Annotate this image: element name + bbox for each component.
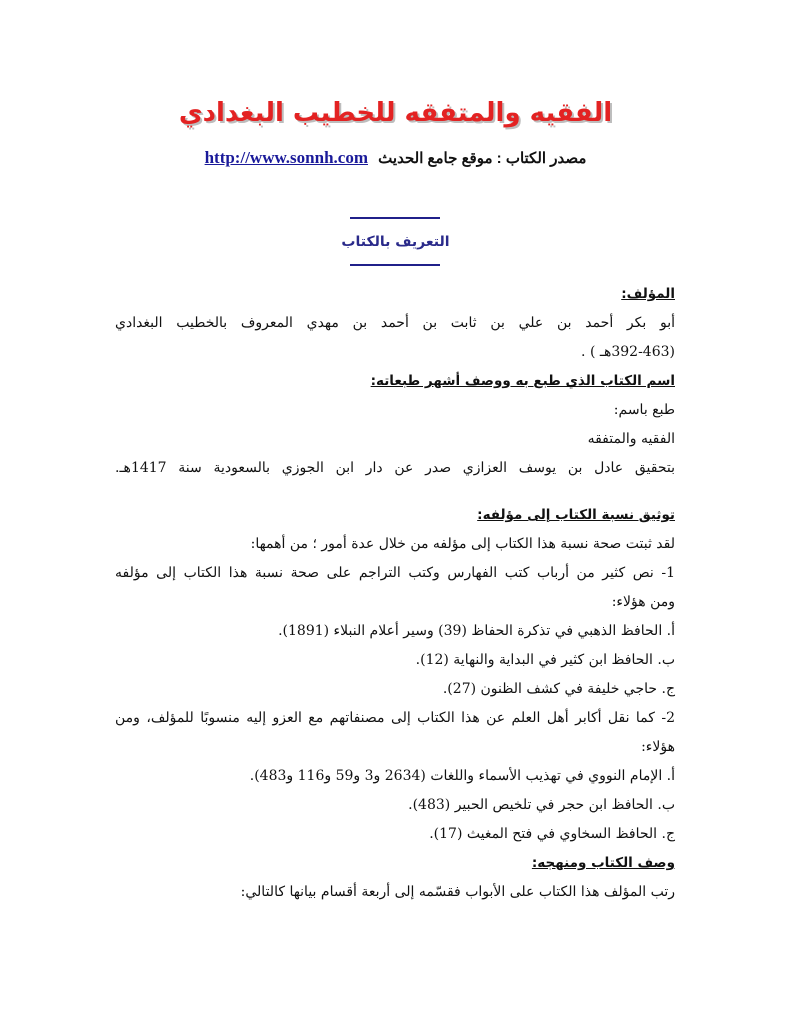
attribution-line: أ. الإمام النووي في تهذيب الأسماء واللغات (2634 و3 و59 و116 و483).	[249, 768, 675, 784]
intro-heading: التعريف بالكتاب	[341, 234, 450, 250]
attribution-line: أ. الحافظ الذهبي في تذكرة الحفاظ (39) وسير أعلام النبلاء (1891).	[278, 623, 675, 639]
attribution-line: ب. الحافظ ابن حجر في تلخيص الحبير (483).	[408, 797, 675, 813]
attribution-line: ج. حاجي خليفة في كشف الظنون (27).	[442, 681, 675, 697]
attribution-line: ومن هؤلاء:	[611, 594, 675, 610]
attribution-line: ج. الحافظ السخاوي في فتح المغيث (17).	[429, 826, 675, 842]
book-source	[0, 148, 791, 168]
attribution-heading: توثيق نسبة الكتاب إلى مؤلفه:	[477, 507, 675, 523]
spacer	[115, 483, 675, 501]
author-heading: المؤلف:	[621, 286, 675, 302]
attribution-line: 1- نص كثير من أرباب كتب الفهارس وكتب التراجم على صحة نسبة هذا الكتاب إلى مؤلفه	[115, 565, 675, 581]
attribution-line: هؤلاء:	[641, 739, 675, 755]
book-content	[115, 280, 675, 907]
page-title: الفقيه والمتفقه للخطيب البغدادي	[178, 98, 613, 128]
book-name-line: بتحقيق عادل بن يوسف العزازي صدر عن دار ابن الجوزي بالسعودية سنة 1417هـ.	[115, 460, 675, 476]
book-name-line: الفقيه والمتفقه	[587, 431, 675, 447]
book-name-heading: اسم الكتاب الذي طبع به ووصف أشهر طبعاته:	[370, 373, 675, 389]
divider-bottom	[350, 264, 440, 266]
attribution-line: ب. الحافظ ابن كثير في البداية والنهاية (12).	[415, 652, 675, 668]
description-heading: وصف الكتاب ومنهجه:	[531, 855, 675, 871]
source-label: مصدر الكتاب : موقع جامع الحديث	[378, 150, 587, 167]
attribution-line: لقد ثبتت صحة نسبة هذا الكتاب إلى مؤلفه من خلال عدة أمور ؛ من أهمها:	[250, 536, 675, 552]
divider-top	[350, 217, 440, 219]
author-line: أبو بكر أحمد بن علي بن ثابت بن أحمد بن مهدي المعروف بالخطيب البغدادي	[115, 315, 675, 331]
attribution-line: 2- كما نقل أكابر أهل العلم عن هذا الكتاب إلى مصنفاتهم مع العزو إليه منسوبًا للمؤلف، ومن	[115, 710, 675, 726]
author-dates: (392-463هـ ) .	[581, 344, 675, 360]
source-link[interactable]: http://www.sonnh.com	[204, 148, 368, 167]
book-name-line: طبع باسم:	[613, 402, 675, 418]
description-line: رتب المؤلف هذا الكتاب على الأبواب فقسّمه إلى أربعة أقسام بيانها كالتالي:	[240, 884, 675, 900]
